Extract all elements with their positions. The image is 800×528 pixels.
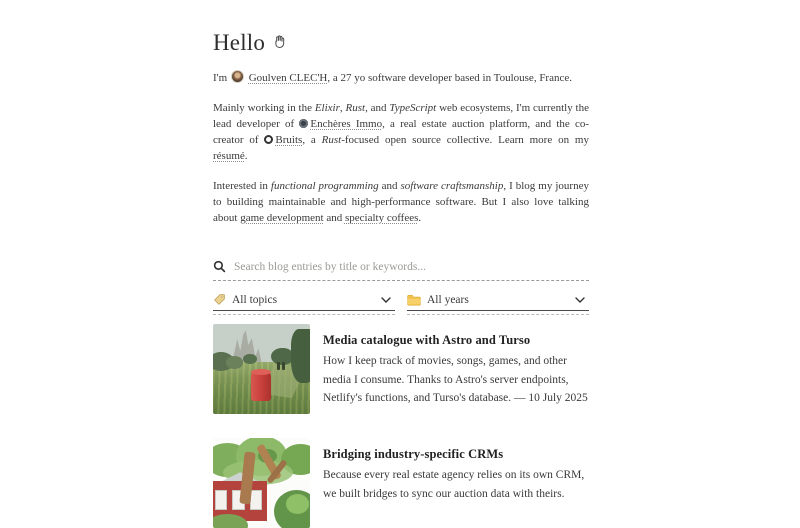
search-bar (213, 260, 589, 281)
chevron-down-icon (381, 297, 391, 303)
work-text: , a real estate auction platform, and the co-creator of (213, 118, 589, 146)
post-date: — 10 July 2025 (514, 392, 588, 404)
years-filter-select[interactable] (407, 292, 589, 311)
tech-rust: Rust (321, 134, 342, 146)
post-body (323, 438, 589, 528)
post-description-text: How I keep track of movies, songs, games, and other media I consume. Thanks to Astro's server endpoints, Netlify's functions, and Turso's database. (323, 355, 569, 404)
post-description (323, 352, 589, 408)
work-text: . (244, 150, 248, 162)
interests-text: . (418, 212, 422, 224)
folder-icon (407, 294, 421, 306)
post-description (323, 466, 589, 503)
page-title-text: Hello (213, 30, 266, 55)
topics-filter-select[interactable] (213, 292, 395, 311)
interest-fp: functional programming (270, 180, 379, 192)
interest-craftsmanship: software craftsmanship (400, 180, 504, 192)
interests-paragraph (213, 178, 589, 226)
work-text: , and (365, 102, 390, 114)
interests-text: and (378, 180, 401, 192)
work-text: Mainly working in the (213, 102, 315, 114)
work-text: , a (302, 134, 322, 146)
post-title[interactable]: Media catalogue with Astro and Turso (323, 333, 531, 347)
blog-entry-bridging-crms[interactable] (213, 438, 589, 528)
post-title[interactable]: Bridging industry-specific CRMs (323, 447, 504, 461)
work-text: web ecosystems, I'm currently the lead developer of (213, 102, 589, 130)
post-thumbnail-park-painting (213, 324, 310, 414)
game-development-link[interactable]: game development (240, 212, 324, 224)
filter-row (213, 292, 589, 311)
resume-link[interactable]: résumé (213, 150, 245, 162)
work-text: -focused open source collective. Learn more on my (341, 134, 589, 146)
blog-entry-list (213, 324, 589, 528)
topics-filter-label: All topics (232, 293, 278, 306)
intro-text: I'm (213, 72, 230, 84)
bruits-favicon-icon (264, 135, 273, 144)
tech-elixir: Elixir (314, 102, 340, 114)
post-thumbnail-barn-watercolor (213, 438, 310, 528)
search-input[interactable] (234, 261, 589, 273)
interests-text: and (323, 212, 345, 224)
tag-icon (213, 293, 226, 306)
encheres-immo-link[interactable]: Enchères Immo (310, 118, 383, 130)
interests-text: , I blog my journey to building maintainable and high-performance software. But I also love talking about (213, 180, 589, 224)
tech-typescript: TypeScript (389, 102, 437, 114)
blog-entry-media-catalogue[interactable] (213, 324, 589, 414)
blog-home-page (213, 30, 589, 528)
encheres-immo-favicon-icon (299, 119, 308, 128)
work-text: , (339, 102, 346, 114)
tech-rust: Rust (345, 102, 366, 114)
page-title (213, 30, 589, 56)
intro-text: , a 27 yo software developer based in Toulouse, France. (327, 72, 572, 84)
bruits-link[interactable]: Bruits (275, 134, 303, 146)
avatar (231, 70, 244, 83)
author-name-link[interactable]: Goulven CLEC'H (248, 72, 328, 84)
search-icon (213, 260, 226, 273)
waving-hand-icon (272, 34, 287, 49)
specialty-coffees-link[interactable]: specialty coffees (344, 212, 419, 224)
post-description-text: Because every real estate agency relies on its own CRM, we built bridges to sync our auction data with theirs. (323, 469, 585, 500)
post-body (323, 324, 589, 414)
intro-paragraph (213, 70, 589, 86)
chevron-down-icon (575, 297, 585, 303)
years-filter-label: All years (427, 293, 469, 306)
work-paragraph (213, 100, 589, 164)
interests-text: Interested in (213, 180, 271, 192)
